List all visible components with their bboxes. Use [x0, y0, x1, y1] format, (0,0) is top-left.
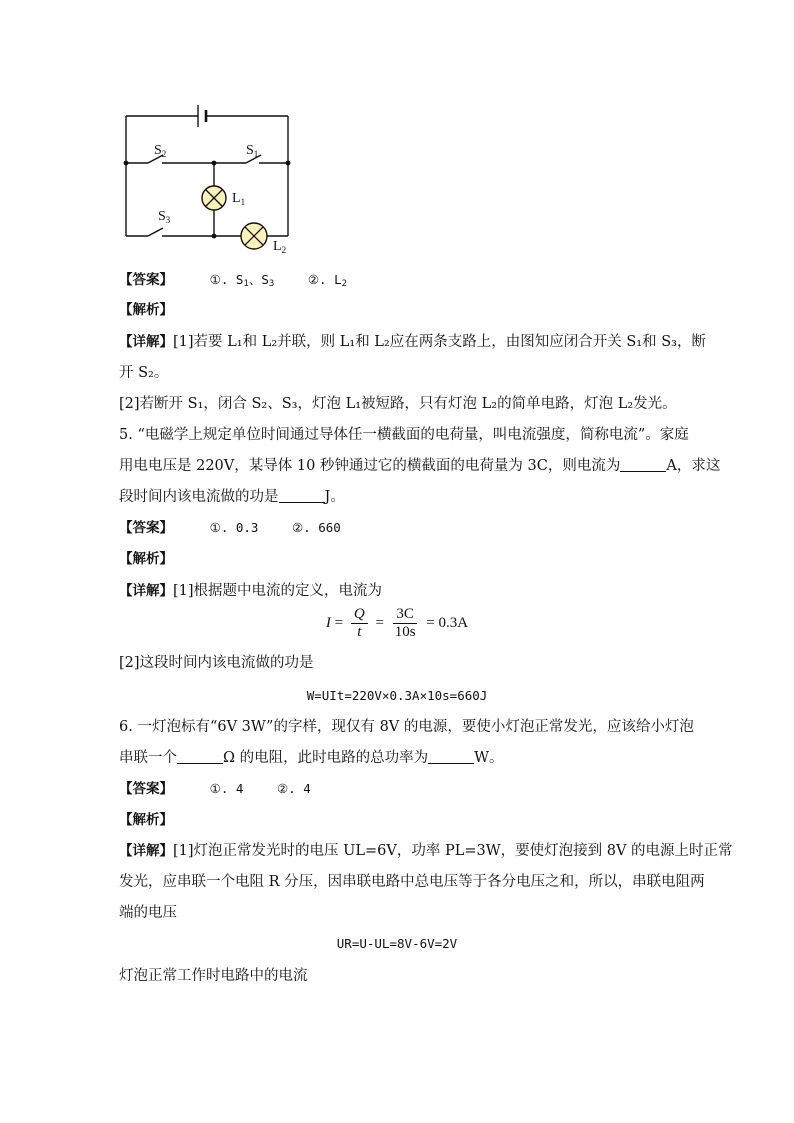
q4-answer-line: [119, 270, 347, 294]
q6-question-line-1: 6. 一灯泡标有“6V 3W”的字样，现仅有 8V 的电源，要使小灯泡正常发光，应该给小灯泡: [119, 719, 694, 735]
circuit-diagram: [118, 96, 298, 258]
switch-s3-blade: [148, 228, 163, 236]
label-s1: $S_1$: [246, 143, 259, 159]
label-l1: $L_1$: [232, 191, 246, 207]
q5-answer-1: ①. 0.3: [209, 520, 259, 535]
answer-tag: 【答案】: [119, 272, 173, 288]
q4-detail-line-3: [2]若断开 S₁，闭合 S₂、S₃，灯泡 L₁被短路，只有灯泡 L₂的简单电路，灯泡 L₂发光。: [119, 396, 677, 412]
lamp-l2-icon: [241, 223, 267, 249]
junction-dot: [124, 161, 129, 166]
q6-question-line-2: 串联一个 Ω 的电阻，此时电路的总功率为 W。: [119, 750, 504, 766]
label-l2: $L_2$: [273, 239, 287, 255]
junction-dot: [212, 161, 217, 166]
junction-dot: [212, 234, 217, 239]
q4-answer-1: ①. $S_1$、$S_3$: [209, 272, 275, 289]
answer-blank: [279, 488, 325, 503]
q5-detail-line-1: 【详解】[1]根据题中电流的定义，电流为: [119, 583, 383, 599]
q5-work-formula: W=UIt=220V×0.3A×10s=660J: [306, 688, 488, 703]
lamp-l1-icon: [202, 186, 226, 210]
q5-question-line-1: 5. “电磁学上规定单位时间通过导体任一横截面的电荷量，叫电流强度，简称电流”。家庭: [119, 427, 689, 443]
q6-voltage-formula: UR=U-UL=8V-6V=2V: [336, 936, 458, 951]
analysis-tag: 【解析】: [119, 551, 173, 567]
q5-answer-2: ②. 660: [291, 520, 341, 535]
q6-detail-line-3: 端的电压: [119, 905, 177, 921]
label-s2: $S_2$: [154, 143, 167, 159]
q6-detail-line-1: 【详解】[1]灯泡正常发光时的电压 UL=6V，功率 PL=3W，要使灯泡接到 8V 的电源上时正常: [119, 843, 733, 859]
q5-answer-line: 【答案】 ①. 0.3 ②. 660: [119, 520, 341, 536]
q6-detail-line-4: 灯泡正常工作时电路中的电流: [119, 968, 308, 984]
q6-answer-1: ①. 4: [209, 781, 244, 796]
junction-dot: [286, 161, 291, 166]
answer-blank: [177, 749, 223, 764]
q5-current-formula: I = $\frac{Q}{t}$ = $\frac{3C}{10s}$ = 0.3A: [325, 606, 469, 640]
q5-question-line-2: 用电电压是 220V，某导体 10 秒钟通过它的横截面的电荷量为 3C，则电流为 A，求这: [119, 458, 721, 474]
q4-detail-line-1: 【详解】[1]若要 L₁和 L₂并联，则 L₁和 L₂应在两条支路上，由图知应闭合开关 S₁和 S₃，断: [119, 334, 706, 350]
q4-detail-line-2: 开 S₂。: [119, 365, 169, 381]
analysis-tag: 【解析】: [119, 302, 173, 318]
q5-detail-line-2: [2]这段时间内该电流做的功是: [119, 655, 314, 671]
answer-blank: [620, 457, 666, 472]
q6-detail-line-2: 发光，应串联一个电阻 R 分压，因串联电路中总电压等于各分电压之和，所以，串联电阻两: [119, 874, 705, 890]
analysis-tag: 【解析】: [119, 812, 173, 828]
q5-question-line-3: 段时间内该电流做的功是 J。: [119, 489, 345, 505]
q6-answer-line: 【答案】 ①. 4 ②. 4: [119, 781, 311, 797]
q6-answer-2: ②. 4: [276, 781, 311, 796]
answer-blank: [428, 749, 474, 764]
label-s3: $S_3$: [158, 209, 171, 225]
q4-answer-2: ②. $L_2$: [307, 272, 348, 289]
